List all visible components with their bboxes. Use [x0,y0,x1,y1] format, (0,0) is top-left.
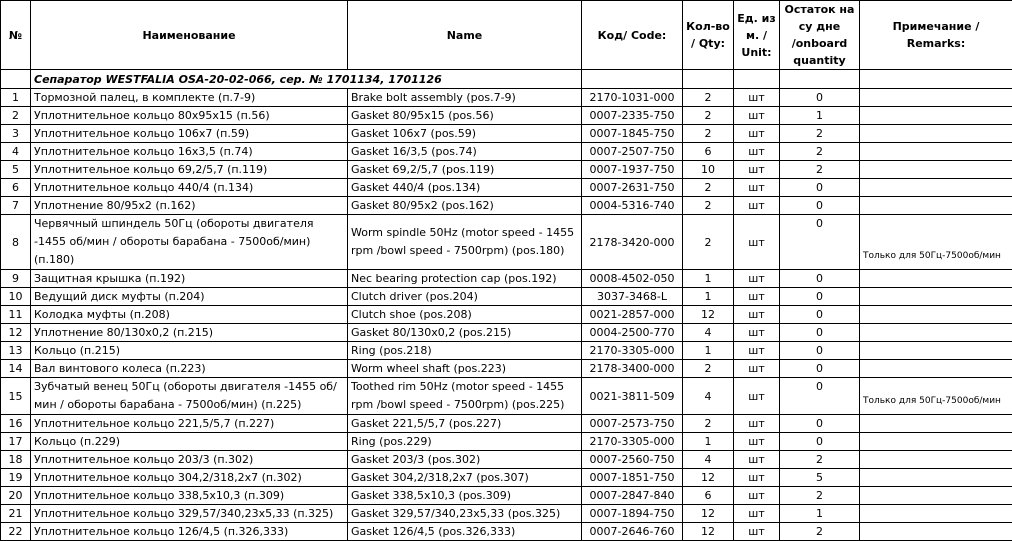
cell-no: 10 [1,288,31,306]
cell-onboard: 0 [780,288,860,306]
table-row [1,415,1012,433]
cell-unit: шт [734,505,780,523]
table-row [1,161,1012,179]
cell-name-en: Brake bolt assembly (pos.7-9) [348,89,582,107]
cell-onboard: 2 [780,487,860,505]
cell-name-en: Gasket 16/3,5 (pos.74) [348,143,582,161]
cell-name-ru: Уплотнительное кольцо 440/4 (п.134) [31,179,348,197]
cell-code: 0007-1845-750 [582,125,683,143]
cell-qty: 2 [683,215,734,270]
cell-name-en: Ring (pos.229) [348,433,582,451]
cell-onboard: 1 [780,505,860,523]
cell-unit: шт [734,89,780,107]
cell-remark [860,469,1012,487]
cell-name-en: Nec bearing protection cap (pos.192) [348,270,582,288]
col-header-onboard: Остаток на су дне /onboard quantity [780,1,860,70]
cell-name-ru: Колодка муфты (п.208) [31,306,348,324]
table-row [1,469,1012,487]
cell-qty: 2 [683,179,734,197]
cell-onboard: 2 [780,161,860,179]
cell-no: 4 [1,143,31,161]
table-row [1,288,1012,306]
cell-qty: 6 [683,143,734,161]
cell-onboard: 0 [780,197,860,215]
cell-qty: 4 [683,451,734,469]
cell-name-ru: Кольцо (п.229) [31,433,348,451]
cell-name-en: Worm spindle 50Hz (motor speed - 1455 rpm /bowl speed - 7500rpm) (pos.180) [348,215,582,270]
cell-qty: 1 [683,270,734,288]
cell-name-en: Gasket 106x7 (pos.59) [348,125,582,143]
section-title: Сепаратор WESTFALIA OSA-20-02-066, сер. № 1701134, 1701126 [31,70,582,89]
cell-no: 13 [1,342,31,360]
cell-remark: Только для 50Гц-7500об/мин [860,215,1012,270]
col-header-unit: Ед. из м. / Unit: [734,1,780,70]
cell-name-en: Gasket 329,57/340,23x5,33 (pos.325) [348,505,582,523]
cell-qty: 12 [683,505,734,523]
cell-name-ru: Уплотнительное кольцо 16x3,5 (п.74) [31,143,348,161]
cell-name-en: Ring (pos.218) [348,342,582,360]
cell-remark [860,179,1012,197]
cell-unit: шт [734,306,780,324]
table-row [1,451,1012,469]
cell-onboard: 0 [780,324,860,342]
cell-name-en: Gasket 203/3 (pos.302) [348,451,582,469]
cell-name-en: Gasket 338,5x10,3 (pos.309) [348,487,582,505]
cell-remark [860,451,1012,469]
cell-code: 2170-1031-000 [582,89,683,107]
cell-onboard: 0 [780,215,860,270]
cell-no: 22 [1,523,31,541]
table-row [1,270,1012,288]
col-header-remarks: Примечание / Remarks: [860,1,1012,70]
cell-remark [860,360,1012,378]
cell-no: 2 [1,107,31,125]
cell-name-en: Clutch driver (pos.204) [348,288,582,306]
cell-remark [860,89,1012,107]
cell-onboard: 0 [780,378,860,415]
cell-unit: шт [734,360,780,378]
cell-name-en: Gasket 80/95x15 (pos.56) [348,107,582,125]
cell-code: 0007-1937-750 [582,161,683,179]
cell-unit: шт [734,342,780,360]
cell-remark [860,487,1012,505]
cell-name-ru: Уплотнительное кольцо 126/4,5 (п.326,333) [31,523,348,541]
table-row [1,378,1012,415]
table-row [1,433,1012,451]
cell-unit: шт [734,487,780,505]
cell-qty: 10 [683,161,734,179]
cell-no: 20 [1,487,31,505]
table-row [1,324,1012,342]
cell-code: 0007-2646-760 [582,523,683,541]
cell-onboard: 2 [780,451,860,469]
cell-qty: 1 [683,342,734,360]
col-header-name-ru: Наименование [31,1,348,70]
cell-no: 6 [1,179,31,197]
cell-onboard: 2 [780,523,860,541]
cell-remark [860,143,1012,161]
cell-code: 0021-2857-000 [582,306,683,324]
cell-code: 0004-2500-770 [582,324,683,342]
col-header-name-en: Name [348,1,582,70]
cell-no: 11 [1,306,31,324]
cell-name-ru: Тормозной палец, в комплекте (п.7-9) [31,89,348,107]
cell-no: 18 [1,451,31,469]
cell-onboard: 0 [780,179,860,197]
cell-name-ru: Уплотнительное кольцо 203/3 (п.302) [31,451,348,469]
cell-name-ru: Вал винтового колеса (п.223) [31,360,348,378]
cell-onboard: 2 [780,143,860,161]
cell-remark [860,270,1012,288]
cell-onboard: 0 [780,415,860,433]
cell-no: 7 [1,197,31,215]
cell-remark [860,107,1012,125]
cell-qty: 1 [683,433,734,451]
table-row [1,215,1012,270]
cell-onboard: 0 [780,306,860,324]
cell-unit: шт [734,451,780,469]
cell-name-en: Toothed rim 50Hz (motor speed - 1455 rpm /bowl speed - 7500rpm) (pos.225) [348,378,582,415]
cell-name-ru: Кольцо (п.215) [31,342,348,360]
cell-qty: 4 [683,324,734,342]
cell-no: 16 [1,415,31,433]
cell-unit: шт [734,215,780,270]
cell-unit: шт [734,415,780,433]
cell-no: 12 [1,324,31,342]
cell-qty: 2 [683,125,734,143]
cell-remark [860,161,1012,179]
cell-no: 9 [1,270,31,288]
table-row [1,125,1012,143]
cell-onboard: 0 [780,433,860,451]
cell-name-en: Clutch shoe (pos.208) [348,306,582,324]
table-row [1,89,1012,107]
cell-qty: 2 [683,360,734,378]
cell-onboard: 0 [780,270,860,288]
cell-unit: шт [734,324,780,342]
header-row [1,1,1012,70]
table-row [1,306,1012,324]
cell-remark [860,342,1012,360]
cell-onboard: 1 [780,107,860,125]
cell-code: 0007-2507-750 [582,143,683,161]
cell-unit: шт [734,125,780,143]
cell-remark [860,306,1012,324]
table-row [1,505,1012,523]
cell-qty: 2 [683,107,734,125]
cell-no: 15 [1,378,31,415]
cell-name-ru: Уплотнительное кольцо 69,2/5,7 (п.119) [31,161,348,179]
cell-remark: Только для 50Гц-7500об/мин [860,378,1012,415]
cell-name-ru: Уплотнительное кольцо 106x7 (п.59) [31,125,348,143]
table-row [1,360,1012,378]
cell-no: 21 [1,505,31,523]
cell-code: 0007-2335-750 [582,107,683,125]
cell-name-ru: Защитная крышка (п.192) [31,270,348,288]
cell-code: 0008-4502-050 [582,270,683,288]
table-row [1,487,1012,505]
cell-name-ru: Уплотнительное кольцо 329,57/340,23x5,33 (п.325) [31,505,348,523]
cell-unit: шт [734,433,780,451]
cell-no: 1 [1,89,31,107]
cell-name-en: Gasket 304,2/318,2x7 (pos.307) [348,469,582,487]
cell-unit: шт [734,378,780,415]
cell-name-en: Gasket 221,5/5,7 (pos.227) [348,415,582,433]
cell-name-ru: Уплотнительное кольцо 221,5/5,7 (п.227) [31,415,348,433]
cell-onboard: 5 [780,469,860,487]
cell-code: 3037-3468-L [582,288,683,306]
cell-no: 5 [1,161,31,179]
cell-unit: шт [734,288,780,306]
cell-unit: шт [734,179,780,197]
cell-onboard: 0 [780,360,860,378]
cell-name-en: Gasket 69,2/5,7 (pos.119) [348,161,582,179]
cell-unit: шт [734,469,780,487]
cell-no: 19 [1,469,31,487]
cell-unit: шт [734,197,780,215]
cell-code: 0007-2560-750 [582,451,683,469]
cell-qty: 2 [683,415,734,433]
col-header-no: № [1,1,31,70]
cell-remark [860,523,1012,541]
cell-unit: шт [734,270,780,288]
table-row [1,197,1012,215]
cell-name-en: Gasket 126/4,5 (pos.326,333) [348,523,582,541]
cell-code: 0007-2847-840 [582,487,683,505]
cell-remark [860,197,1012,215]
cell-code: 0004-5316-740 [582,197,683,215]
cell-qty: 4 [683,378,734,415]
cell-no: 14 [1,360,31,378]
cell-code: 2170-3305-000 [582,342,683,360]
cell-remark [860,433,1012,451]
cell-no: 17 [1,433,31,451]
cell-name-ru: Уплотнительное кольцо 304,2/318,2x7 (п.302) [31,469,348,487]
table-row [1,342,1012,360]
cell-code: 2170-3305-000 [582,433,683,451]
cell-remark [860,288,1012,306]
table-row [1,107,1012,125]
cell-name-ru: Уплотнительное кольцо 80x95x15 (п.56) [31,107,348,125]
cell-name-en: Worm wheel shaft (pos.223) [348,360,582,378]
cell-no: 3 [1,125,31,143]
cell-code: 2178-3420-000 [582,215,683,270]
cell-remark [860,415,1012,433]
cell-name-ru: Уплотнение 80/95x2 (п.162) [31,197,348,215]
col-header-code: Код/ Code: [582,1,683,70]
cell-name-ru: Уплотнительное кольцо 338,5x10,3 (п.309) [31,487,348,505]
cell-unit: шт [734,143,780,161]
cell-qty: 6 [683,487,734,505]
cell-code: 0007-1851-750 [582,469,683,487]
table-row [1,179,1012,197]
cell-qty: 12 [683,469,734,487]
cell-name-ru: Ведущий диск муфты (п.204) [31,288,348,306]
cell-no: 8 [1,215,31,270]
cell-qty: 2 [683,197,734,215]
col-header-qty: Кол-во / Qty: [683,1,734,70]
cell-name-ru: Зубчатый венец 50Гц (обороты двигателя -1455 об/мин / обороты барабана - 7500об/мин) (п.225) [31,378,348,415]
cell-unit: шт [734,107,780,125]
section-row [1,70,1012,89]
cell-remark [860,125,1012,143]
cell-unit: шт [734,523,780,541]
cell-code: 2178-3400-000 [582,360,683,378]
cell-name-ru: Червячный шпиндель 50Гц (обороты двигателя -1455 об/мин / обороты барабана - 7500об/мин)(п.180) [31,215,348,270]
cell-name-en: Gasket 440/4 (pos.134) [348,179,582,197]
cell-onboard: 2 [780,125,860,143]
cell-code: 0007-2631-750 [582,179,683,197]
cell-remark [860,505,1012,523]
cell-remark [860,324,1012,342]
cell-name-en: Gasket 80/130x0,2 (pos.215) [348,324,582,342]
cell-code: 0007-2573-750 [582,415,683,433]
cell-name-en: Gasket 80/95x2 (pos.162) [348,197,582,215]
cell-onboard: 0 [780,89,860,107]
cell-qty: 12 [683,306,734,324]
table-row [1,523,1012,541]
cell-code: 0007-1894-750 [582,505,683,523]
cell-code: 0021-3811-509 [582,378,683,415]
cell-qty: 2 [683,89,734,107]
cell-qty: 12 [683,523,734,541]
cell-name-ru: Уплотнение 80/130x0,2 (п.215) [31,324,348,342]
table-row [1,143,1012,161]
cell-qty: 1 [683,288,734,306]
cell-unit: шт [734,161,780,179]
cell-onboard: 0 [780,342,860,360]
